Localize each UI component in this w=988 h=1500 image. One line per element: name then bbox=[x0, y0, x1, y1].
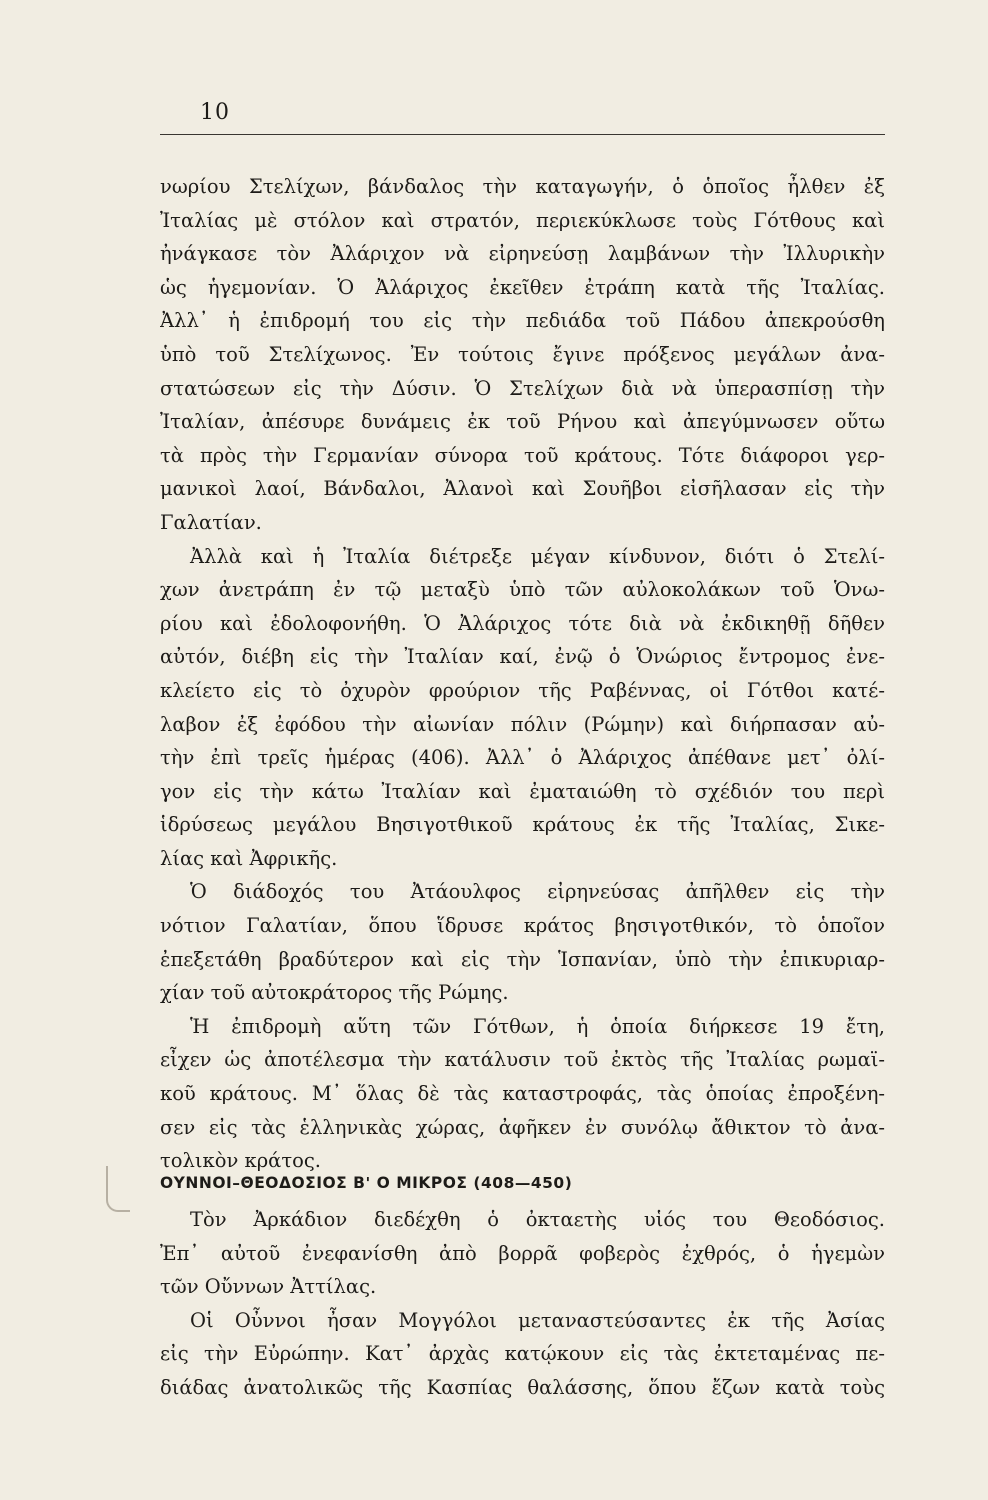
text-line: χίαν τοῦ αὐτοκράτορος τῆς Ρώμης. bbox=[160, 981, 509, 1005]
text-line: ὡς ἡγεμονίαν. Ὁ Ἀλάριχος ἐκεῖθεν ἐτράπη κατὰ τῆς Ἰταλίας. bbox=[160, 275, 885, 299]
text-line: Ἡ ἐπιδρομὴ αὕτη τῶν Γότθων, ἡ ὁποία διήρκεσε 19 ἔτη, bbox=[190, 1014, 885, 1038]
text-line: στατώσεων εἰς τὴν Δύσιν. Ὁ Στελίχων διὰ νὰ ὑπερασπίσῃ τὴν bbox=[160, 376, 885, 400]
header-rule bbox=[160, 134, 885, 135]
text-line: εἰς τὴν Εὐρώπην. Κατ᾽ ἀρχὰς κατῴκουν εἰς τὰς ἐκτεταμένας πε- bbox=[160, 1342, 885, 1366]
text-line: νότιον Γαλατίαν, ὅπου ἵδρυσε κράτος βησιγοτθικόν, τὸ ὁποῖον bbox=[160, 914, 885, 938]
text-line: τὴν ἐπὶ τρεῖς ἡμέρας (406). Ἀλλ᾽ ὁ Ἀλάριχος ἀπέθανε μετ᾽ ὀλί- bbox=[160, 746, 885, 770]
text-line: κλείετο εἰς τὸ ὀχυρὸν φρούριον τῆς Ραβέννας, οἱ Γότθοι κατέ- bbox=[160, 678, 885, 702]
text-line: ἠνάγκασε τὸν Ἀλάριχον νὰ εἰρηνεύσῃ λαμβάνων τὴν Ἰλλυρικὴν bbox=[160, 242, 885, 266]
body-text-top bbox=[160, 170, 885, 1178]
text-line: τῶν Οὔννων Ἀττίλας. bbox=[160, 1275, 377, 1299]
margin-pencil-mark bbox=[106, 1166, 130, 1212]
text-line: μανικοὶ λαοί, Βάνδαλοι, Ἀλανοὶ καὶ Σουῆβοι εἰσῆλασαν εἰς τὴν bbox=[160, 477, 885, 501]
text-line: Οἱ Οὖννοι ἦσαν Μογγόλοι μεταναστεύσαντες ἐκ τῆς Ἀσίας bbox=[190, 1308, 885, 1332]
text-line: νωρίου Στελίχων, βάνδαλος τὴν καταγωγήν, ὁ ὁποῖος ἦλθεν ἐξ bbox=[160, 175, 885, 198]
body-text-bottom bbox=[160, 1203, 885, 1405]
text-line: Ἰταλίας μὲ στόλον καὶ στρατόν, περιεκύκλωσε τοὺς Γότθους καὶ bbox=[160, 208, 885, 232]
text-line: χων ἀνετράπη ἐν τῷ μεταξὺ ὑπὸ τῶν αὐλοκολάκων τοῦ Ὁνω- bbox=[160, 578, 885, 602]
text-line: γον εἰς τὴν κάτω Ἰταλίαν καὶ ἐματαιώθη τὸ σχέδιόν του περὶ bbox=[160, 779, 885, 803]
text-line: λαβον ἐξ ἐφόδου τὴν αἰωνίαν πόλιν (Ρώμην) καὶ διήρπασαν αὐ- bbox=[160, 712, 885, 736]
text-line: ἱδρύσεως μεγάλου Βησιγοτθικοῦ κράτους ἐκ τῆς Ἰταλίας, Σικε- bbox=[160, 813, 885, 837]
text-line: Ἰταλίαν, ἀπέσυρε δυνάμεις ἐκ τοῦ Ρήνου καὶ ἀπεγύμνωσεν οὕτω bbox=[160, 410, 885, 434]
text-line: κοῦ κράτους. Μ᾽ ὅλας δὲ τὰς καταστροφάς, τὰς ὁποίας ἐπροξένη- bbox=[160, 1082, 885, 1106]
text-line: εἶχεν ὡς ἀποτέλεσμα τὴν κατάλυσιν τοῦ ἐκτὸς τῆς Ἰταλίας ρωμαϊ- bbox=[160, 1048, 885, 1072]
text-line: ὑπὸ τοῦ Στελίχωνος. Ἐν τούτοις ἔγινε πρόξενος μεγάλων ἀνα- bbox=[160, 342, 885, 366]
page-number: 10 bbox=[200, 100, 230, 125]
text-line: Ὁ διάδοχός του Ἀτάουλφος εἰρηνεύσας ἀπῆλθεν εἰς τὴν bbox=[190, 880, 885, 904]
text-line: Ἀλλ᾽ ἡ ἐπιδρομή του εἰς τὴν πεδιάδα τοῦ Πάδου ἀπεκρούσθη bbox=[160, 309, 885, 333]
text-line: ρίου καὶ ἐδολοφονήθη. Ὁ Ἀλάριχος τότε διὰ νὰ ἐκδικηθῇ δῆθεν bbox=[160, 611, 885, 635]
section-heading: ΟΥΝΝΟΙ–ΘΕΟΔΟΣΙΟΣ Β' Ο ΜΙΚΡΟΣ (408—450) bbox=[160, 1174, 573, 1192]
text-line: Τὸν Ἀρκάδιον διεδέχθη ὁ ὀκταετὴς υἱός του Θεοδόσιος. bbox=[190, 1208, 885, 1231]
text-line: σεν εἰς τὰς ἑλληνικὰς χώρας, ἀφῆκεν ἐν συνόλῳ ἄθικτον τὸ ἀνα- bbox=[160, 1115, 885, 1139]
text-line: τὰ πρὸς τὴν Γερμανίαν σύνορα τοῦ κράτους. Τότε διάφοροι γερ- bbox=[160, 443, 885, 467]
text-line: λίας καὶ Ἀφρικῆς. bbox=[160, 846, 338, 870]
text-line: Γαλατίαν. bbox=[160, 510, 262, 534]
text-line: διάδας ἀνατολικῶς τῆς Κασπίας θαλάσσης, ὅπου ἔζων κατὰ τοὺς bbox=[160, 1375, 885, 1399]
text-line: Ἐπ᾽ αὐτοῦ ἐνεφανίσθη ἀπὸ βορρᾶ φοβερὸς ἐχθρός, ὁ ἡγεμὼν bbox=[160, 1241, 885, 1265]
text-line: αὐτόν, διέβη εἰς τὴν Ἰταλίαν καί, ἐνῷ ὁ Ὁνώριος ἔντρομος ἐνε- bbox=[160, 645, 885, 669]
text-line: ἐπεξετάθη βραδύτερον καὶ εἰς τὴν Ἱσπανίαν, ὑπὸ τὴν ἐπικυριαρ- bbox=[160, 947, 885, 971]
text-line: Ἀλλὰ καὶ ἡ Ἰταλία διέτρεξε μέγαν κίνδυνον, διότι ὁ Στελί- bbox=[190, 544, 885, 568]
text-line: τολικὸν κράτος. bbox=[160, 1149, 321, 1173]
